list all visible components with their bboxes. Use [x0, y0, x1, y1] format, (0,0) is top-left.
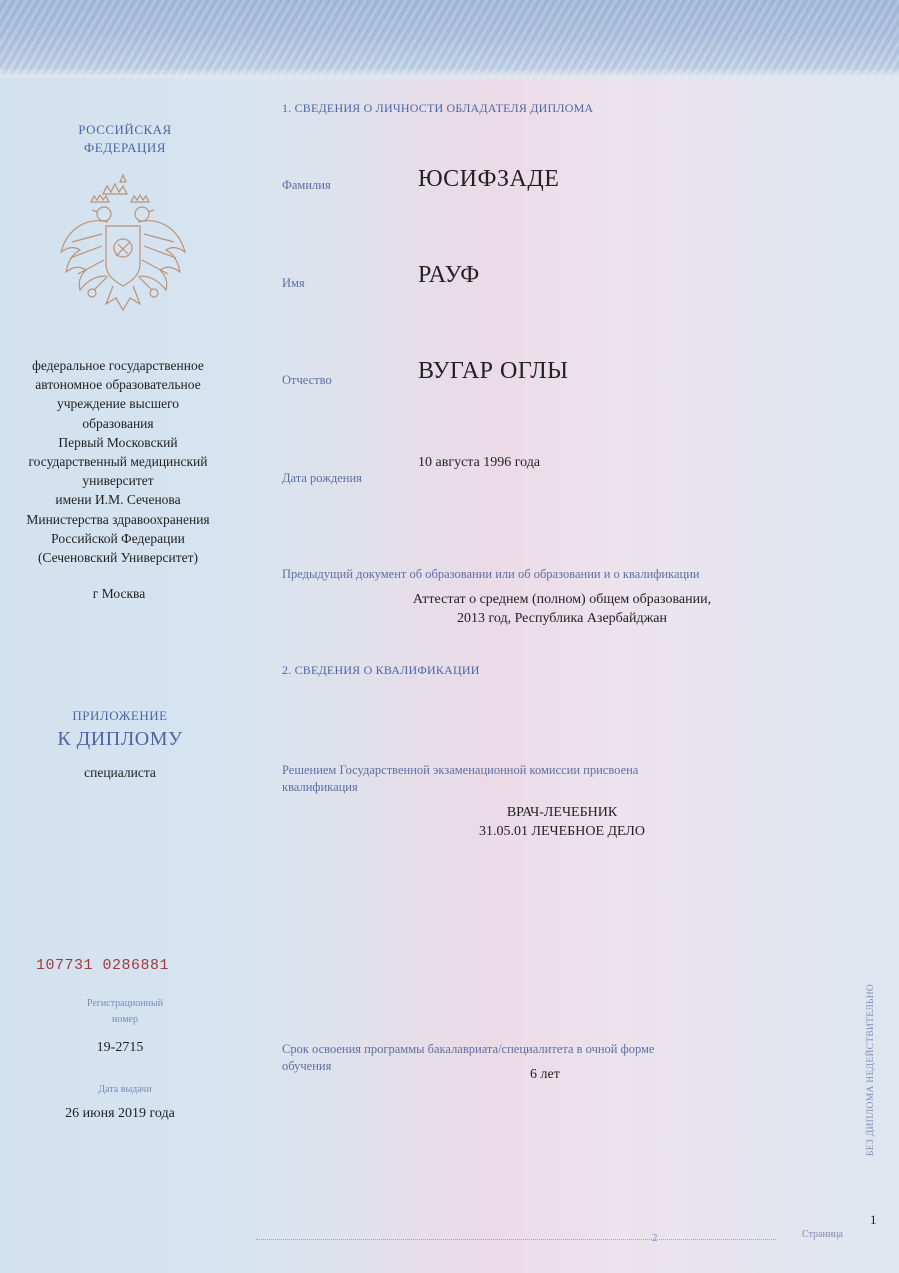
prev-doc-label: Предыдущий документ об образовании или об образовании и о квалификации: [282, 567, 700, 581]
qualification-block: [282, 803, 842, 841]
university-line: Министерства здравоохранения: [26, 511, 210, 527]
section-2-title: 2. СВЕДЕНИЯ О КВАЛИФИКАЦИИ: [282, 663, 480, 677]
bottom-divider: [256, 1239, 776, 1241]
decision-label-line: квалификация: [282, 780, 358, 794]
reg-number: 19-2715: [96, 1040, 144, 1055]
university-line: государственный медицинский: [28, 454, 208, 470]
specialty: 31.05.01 ЛЕЧЕБНОЕ ДЕЛО: [478, 824, 646, 839]
city: г Москва: [92, 586, 146, 601]
federation-line: ФЕДЕРАЦИЯ: [84, 140, 166, 155]
issue-date-label: Дата выдачи: [98, 1084, 152, 1095]
duration-label-line: обучения: [282, 1059, 332, 1073]
duration-label-line: Срок освоения программы бакалавриата/специалитета в очной форме: [282, 1042, 655, 1056]
page-number: 1: [870, 1212, 877, 1227]
issue-date: 26 июня 2019 года: [65, 1106, 175, 1121]
dob-value: 10 августа 1996 года: [418, 455, 541, 470]
section-1-title: 1. СВЕДЕНИЯ О ЛИЧНОСТИ ОБЛАДАТЕЛЯ ДИПЛОМА: [282, 101, 594, 115]
reg-number-label: [60, 996, 190, 1028]
patronymic-label: Отчество: [282, 373, 332, 387]
federation-heading: [40, 121, 210, 157]
university-line: автономное образовательное: [35, 377, 201, 393]
prev-doc-value: [282, 590, 842, 628]
reg-label-line: номер: [112, 1014, 138, 1025]
federation-line: РОССИЙСКАЯ: [78, 122, 172, 137]
reg-label-line: Регистрационный: [86, 998, 164, 1009]
prev-doc-line: Аттестат о среднем (полном) общем образовании,: [412, 592, 712, 607]
prev-doc-line: 2013 год, Республика Азербайджан: [456, 611, 668, 626]
qualification: ВРАЧ-ЛЕЧЕБНИК: [506, 805, 618, 820]
decision-label: [282, 762, 842, 796]
decision-label-line: Решением Государственной экзаменационной комиссии присвоена: [282, 763, 639, 777]
university-line: образования: [82, 415, 154, 431]
appendix-title: ПРИЛОЖЕНИЕ: [72, 708, 168, 723]
decorative-top-band: [0, 0, 899, 78]
bottom-mark: 2: [652, 1232, 658, 1244]
duration-value: 6 лет: [530, 1067, 560, 1082]
patronymic-value: ВУГАР ОГЛЫ: [418, 358, 569, 384]
duration-label: [282, 1041, 842, 1075]
university-line: Первый Московский: [58, 434, 178, 450]
university-line: учреждение высшего: [56, 396, 180, 412]
appendix-degree: специалиста: [84, 765, 156, 780]
dob-label: Дата рождения: [282, 471, 362, 485]
surname-label: Фамилия: [282, 178, 331, 192]
validity-note: БЕЗ ДИПЛОМА НЕДЕЙСТВИТЕЛЬНО: [866, 983, 876, 1157]
university-line: (Сеченовский Университет): [37, 550, 199, 566]
page-label: Страница: [802, 1229, 843, 1240]
serial-number: 107731 0286881: [36, 957, 170, 974]
university-line: университет: [82, 473, 154, 489]
university-line: Российской Федерации: [51, 530, 185, 546]
name-label: Имя: [282, 276, 305, 290]
appendix-subtitle: К ДИПЛОМУ: [57, 728, 183, 750]
university-line: имени И.М. Сеченова: [55, 492, 181, 508]
coat-of-arms-emblem-icon: [58, 172, 188, 314]
university-name: [0, 356, 236, 567]
university-line: федеральное государственное: [32, 358, 204, 373]
name-value: РАУФ: [418, 262, 480, 288]
surname-value: ЮСИФЗАДЕ: [418, 166, 560, 192]
